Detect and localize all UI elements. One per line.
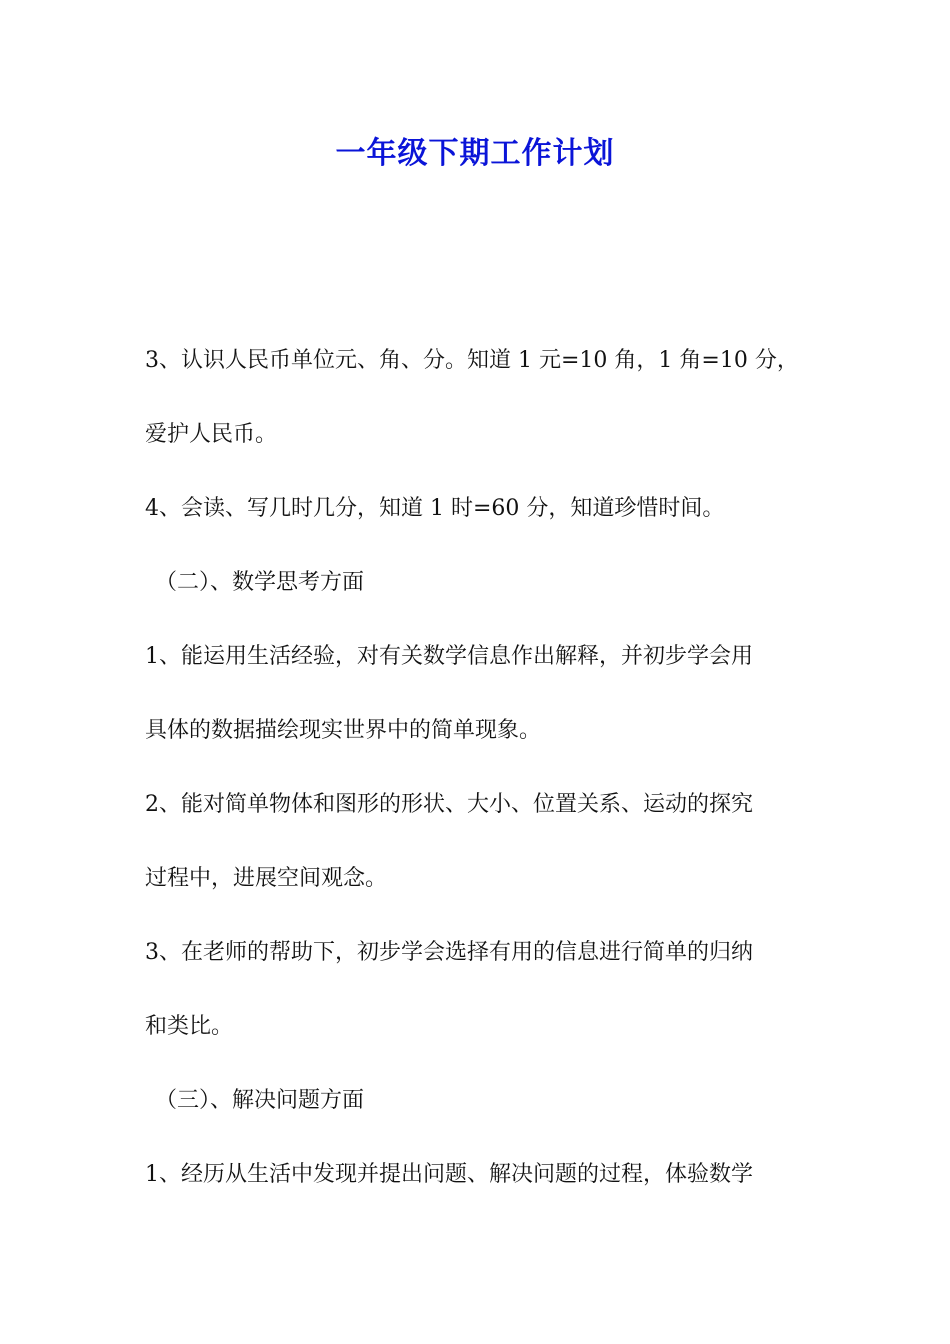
- text-line: 4、会读、写几时几分，知道 1 时=60 分，知道珍惜时间。: [145, 496, 725, 521]
- text-line: 和类比。: [145, 1014, 234, 1039]
- text-line: 具体的数据描绘现实世界中的简单现象。: [145, 718, 542, 743]
- text-line: 2、能对简单物体和图形的形状、大小、位置关系、运动的探究: [145, 792, 753, 817]
- text-line: 3、认识人民币单位元、角、分。知道 1 元=10 角，1 角=10 分，: [145, 348, 799, 373]
- text-line: 3、在老师的帮助下，初步学会选择有用的信息进行简单的归纳: [145, 940, 753, 965]
- document-body: [145, 335, 810, 1223]
- text-line: 过程中，进展空间观念。: [145, 866, 388, 891]
- text-line: 1、能运用生活经验，对有关数学信息作出解释，并初步学会用: [145, 644, 753, 669]
- text-line: 1、经历从生活中发现并提出问题、解决问题的过程，体验数学: [145, 1162, 753, 1187]
- section-heading: （二）、数学思考方面: [155, 570, 365, 595]
- section-heading: （三）、解决问题方面: [155, 1088, 365, 1113]
- document-title: 一年级下期工作计划: [335, 136, 615, 171]
- text-line: 爱护人民币。: [145, 422, 278, 447]
